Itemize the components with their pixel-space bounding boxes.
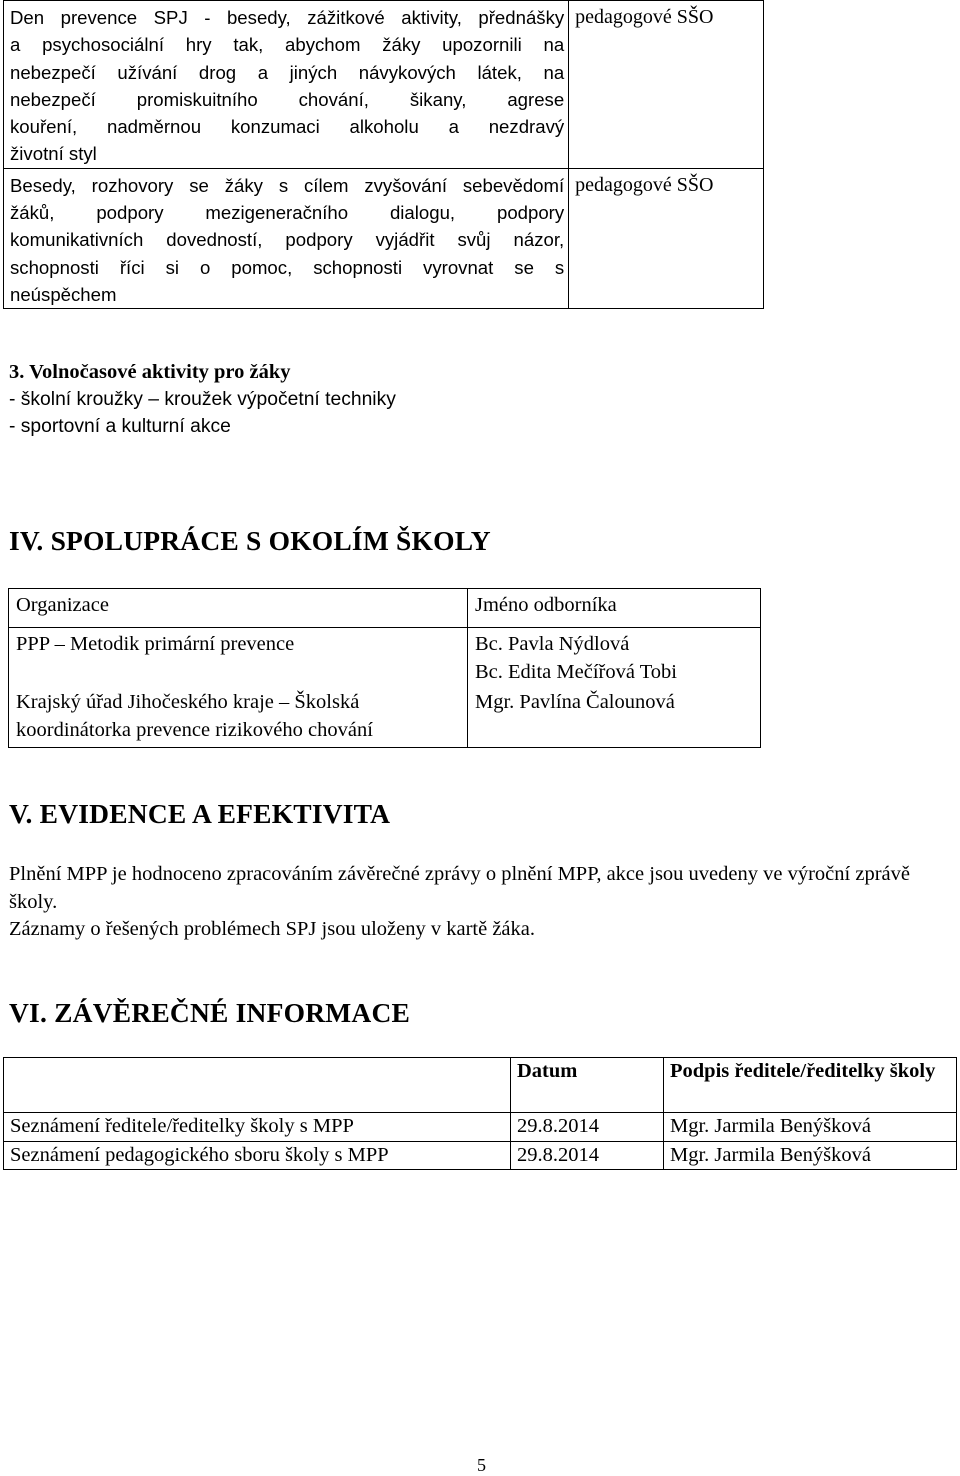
table-header-row bbox=[4, 1058, 957, 1113]
section-heading: 3. Volnočasové aktivity pro žáky bbox=[9, 361, 291, 383]
expert-name: Bc. Edita Mečířová Tobi bbox=[475, 660, 677, 683]
row-signature: Mgr. Jarmila Benýšková bbox=[664, 1141, 957, 1170]
row-signature: Mgr. Jarmila Benýšková bbox=[664, 1113, 957, 1142]
organization-text: PPP – Metodik primární prevence bbox=[16, 633, 295, 655]
row-label: Seznámení ředitele/ředitelky školy s MPP bbox=[4, 1113, 511, 1142]
header-date: Datum bbox=[511, 1058, 664, 1113]
text-line: komunikativních dovedností, podpory vyjádřit svůj názor, bbox=[10, 229, 565, 251]
organization-text: Krajský úřad Jihočeského kraje – Školská koordinátorka prevence rizikového chování bbox=[16, 691, 373, 741]
activity-description bbox=[4, 169, 568, 308]
header-organization: Organizace bbox=[16, 594, 109, 616]
text-line: životní styl bbox=[10, 143, 97, 165]
list-item: - školní kroužky – kroužek výpočetní techniky bbox=[9, 389, 396, 410]
evidence-text bbox=[9, 861, 939, 944]
organization-cell bbox=[9, 628, 468, 690]
header-expert: Jméno odborníka bbox=[475, 594, 617, 616]
text-line: nebezpečí promiskuitního chování, šikany, agrese bbox=[10, 88, 565, 110]
paragraph: Plnění MPP je hodnoceno zpracováním závěrečné zprávy o plnění MPP, akce jsou uvedeny ve výroční zprávě školy. bbox=[9, 863, 910, 913]
header-cell bbox=[4, 1058, 511, 1113]
activity-cell bbox=[4, 1, 569, 169]
section-heading-iv: IV. SPOLUPRÁCE S OKOLÍM ŠKOLY bbox=[9, 525, 491, 556]
row-date: 29.8.2014 bbox=[511, 1141, 664, 1170]
row-label: Seznámení pedagogického sboru školy s MPP bbox=[4, 1141, 511, 1170]
text-line: neúspěchem bbox=[10, 283, 117, 305]
text-line: schopnosti říci si o pomoc, schopnosti vyrovnat se s bbox=[10, 256, 565, 278]
cooperation-table bbox=[8, 588, 761, 748]
table-row bbox=[4, 1113, 957, 1142]
activities-table bbox=[3, 0, 764, 309]
expert-list bbox=[468, 628, 760, 689]
leisure-activities-section bbox=[9, 359, 396, 440]
page-number: 5 bbox=[477, 1455, 486, 1475]
table-header-row bbox=[9, 589, 761, 628]
activity-cell bbox=[4, 168, 569, 308]
responsible-cell bbox=[569, 168, 764, 308]
activity-description bbox=[4, 1, 568, 168]
text-line: kouření, nadměrnou konzumaci alkoholu a nezdravý bbox=[10, 116, 565, 138]
header-cell bbox=[468, 589, 761, 628]
text-line: a psychosociální hry tak, abychom žáky upozornili na bbox=[10, 34, 565, 56]
table-row bbox=[9, 628, 761, 690]
final-info-table bbox=[3, 1057, 957, 1170]
text-line: Den prevence SPJ - besedy, zážitkové aktivity, přednášky bbox=[10, 7, 565, 28]
header-cell bbox=[9, 589, 468, 628]
section-heading-v: V. EVIDENCE A EFEKTIVITA bbox=[9, 798, 391, 829]
table-row bbox=[4, 1141, 957, 1170]
expert-cell bbox=[468, 689, 761, 748]
table-row bbox=[4, 1, 764, 169]
organization-cell bbox=[9, 689, 468, 748]
paragraph: Záznamy o řešených problémech SPJ jsou uloženy v kartě žáka. bbox=[9, 918, 535, 940]
list-item: - sportovní a kulturní akce bbox=[9, 416, 231, 437]
expert-cell bbox=[468, 628, 761, 690]
expert-name: Mgr. Pavlína Čalounová bbox=[475, 691, 675, 713]
row-date: 29.8.2014 bbox=[511, 1113, 664, 1142]
header-signature: Podpis ředitele/ředitelky školy bbox=[664, 1058, 957, 1113]
text-line: nebezpečí užívání drog a jiných návykových látek, na bbox=[10, 61, 565, 83]
table-row bbox=[4, 168, 764, 308]
section-heading-vi: VI. ZÁVĚREČNÉ INFORMACE bbox=[9, 997, 411, 1028]
responsible-text: pedagogové SŠO bbox=[575, 6, 714, 28]
responsible-text: pedagogové SŠO bbox=[575, 173, 714, 196]
expert-name: Bc. Pavla Nýdlová bbox=[475, 633, 630, 655]
table-row bbox=[9, 689, 761, 748]
text-line: žáků, podpory mezigeneračního dialogu, podpory bbox=[10, 202, 565, 224]
text-line: Besedy, rozhovory se žáky s cílem zvyšování sebevědomí bbox=[10, 174, 565, 196]
responsible-cell bbox=[569, 1, 764, 169]
